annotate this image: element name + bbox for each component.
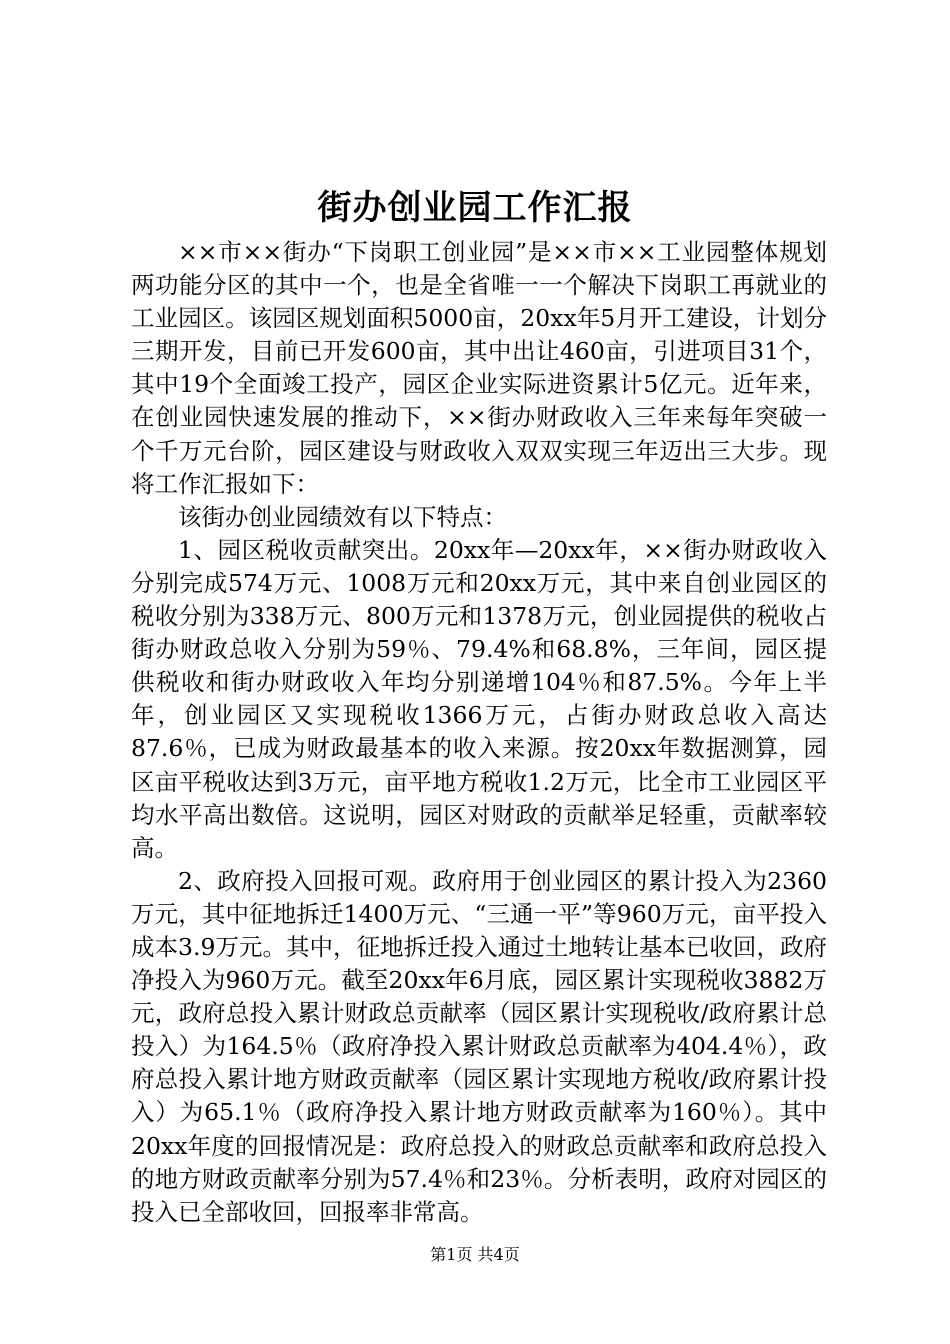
page-number-footer: 第1页 共4页 — [430, 1245, 520, 1264]
document-body — [131, 236, 827, 1229]
document-title: 街办创业园工作汇报 — [317, 188, 633, 228]
paragraph-features-lead: 该街办创业园绩效有以下特点： — [178, 502, 507, 531]
paragraph-intro: ××市××街办“下岗职工创业园”是××市××工业园整体规划两功能分区的其中一个，也是全省唯一一个解决下岗职工再就业的工业园区。该园区规划面积5000亩，20xx年5月开工建设，计划分三期开发，目前已开发600亩，其中出让460亩，引进项目31个，其中19个全面竣工投产，园区企业实际进资累计5亿元。近年来，在创业园快速发展的推动下，××街办财政收入三年来每年突破一个千万元台阶，园区建设与财政收入双双实现三年迈出三大步。现将工作汇报如下： — [131, 238, 827, 498]
paragraph-investment-return: 2、政府投入回报可观。政府用于创业园区的累计投入为2360万元，其中征地拆迁1400万元、“三通一平”等960万元，亩平投入成本3.9万元。其中，征地拆迁投入通过土地转让基本已收回，政府净投入为960万元。截至20xx年6月底，园区累计实现税收3882万元，政府总投入累计财政总贡献率（园区累计实现税收/政府累计总投入）为164.5％（政府净投入累计财政总贡献率为404.4％），政府总投入累计地方财政贡献率（园区累计实现地方税收/政府累计投入）为65.1％（政府净投入累计地方财政贡献率为160％）。其中20xx年度的回报情况是：政府总投入的财政总贡献率和政府总投入的地方财政贡献率分别为57.4％和23％。分析表明，政府对园区的投入已全部收回，回报率非常高。 — [131, 866, 827, 1226]
paragraph-tax-contribution: 1、园区税收贡献突出。20xx年—20xx年，××街办财政收入分别完成574万元、1008万元和20xx万元，其中来自创业园区的税收分别为338万元、800万元和1378万元，创业园提供的税收占街办财政总收入分别为59％、79.4%和68.8%，三年间，园区提供税收和街办财政收入年均分别递增104％和87.5%。今年上半年，创业园区又实现税收1366万元，占街办财政总收入高达87.6％，已成为财政最基本的收入来源。按20xx年数据测算，园区亩平税收达到3万元，亩平地方税收1.2万元，比全市工业园区平均水平高出数倍。这说明，园区对财政的贡献举足轻重，贡献率较高。 — [131, 535, 827, 862]
